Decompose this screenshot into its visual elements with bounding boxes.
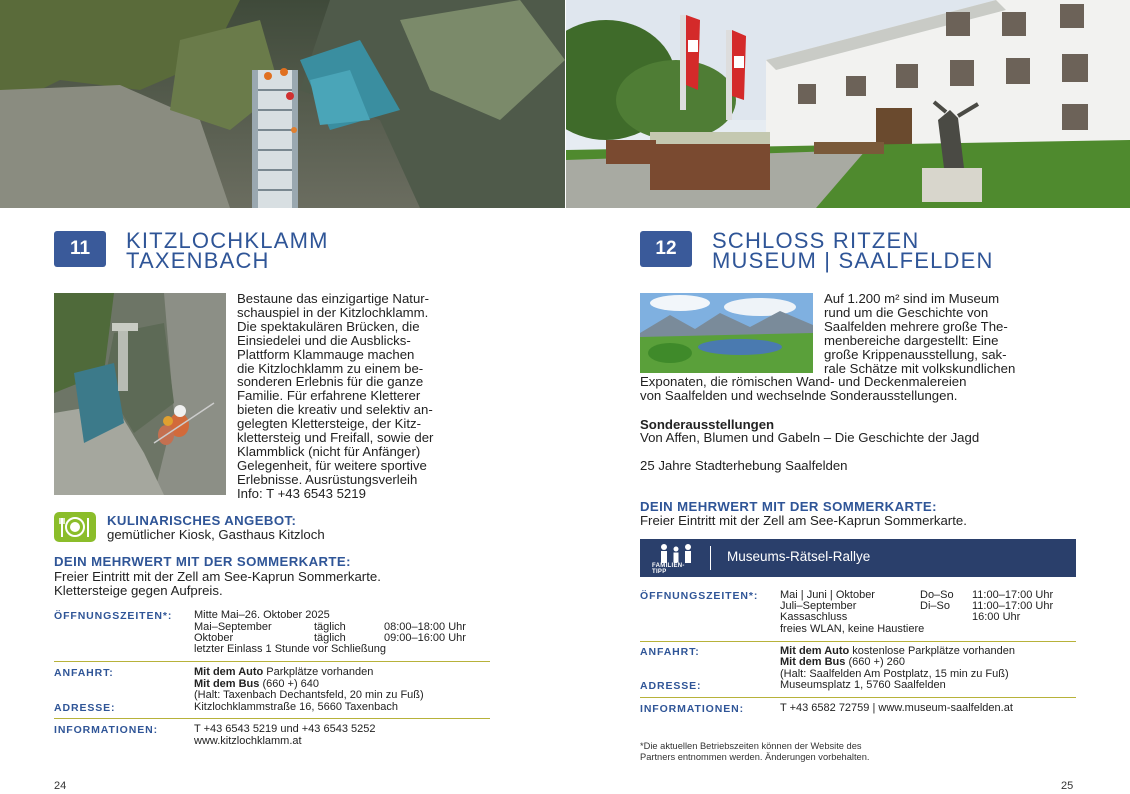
hours-time: 08:00–18:00 Uhr (384, 621, 466, 633)
description-line: Die spektakulären Brücken, die (237, 318, 420, 334)
lake-landscape-photo (640, 293, 813, 373)
description-line: rale Schätze mit volkskundlichen (824, 360, 1016, 376)
description-line: menbereiche dargestellt: Eine (824, 332, 999, 348)
hours-period: Kassaschluss (780, 611, 848, 623)
climber-photo (54, 293, 226, 495)
entry-description (237, 292, 433, 501)
adresse-text: Kitzlochklammstraße 16, 5660 Taxenbach (194, 701, 399, 713)
anfahrt-bus-text: (660 +) 260 (845, 656, 906, 668)
entry-title-line1: KITZLOCHKLAMM (126, 228, 329, 253)
hours-time: 16:00 Uhr (972, 611, 1021, 623)
benefit-line: Freier Eintritt mit der Zell am See-Kaprun Sommerkarte. (54, 569, 381, 584)
hours-days: Di–So (920, 600, 950, 612)
banner-text: Museums-Rätsel-Rallye (727, 549, 871, 564)
anfahrt-bus-label: Mit dem Bus (194, 678, 260, 690)
family-tip-label: FAMILIEN- TIPP (652, 563, 685, 575)
entry-title-line2: TAXENBACH (126, 248, 270, 273)
special-exhibition: Von Affen, Blumen und Gabeln – Die Geschichte der Jagd (640, 430, 980, 445)
info-phone: T +43 6543 5219 und +43 6543 5252 (194, 723, 376, 735)
anfahrt-bus (780, 657, 905, 669)
description-line: Plattform Klammauge machen (237, 346, 415, 362)
description-line: Gelegenheit, für weitere sportive (237, 457, 427, 473)
description-line: Erlebnisse. Ausrüstungsverleih (237, 471, 418, 487)
hours-time: 09:00–16:00 Uhr (384, 632, 466, 644)
hours-note: letzter Einlass 1 Stunde vor Schließung (194, 643, 386, 655)
footnote-line: Partners entnommen werden. Änderungen vorbehalten. (640, 752, 870, 762)
schloss-ritzen-photo (566, 0, 1130, 208)
description-line: die Kitzlochklamm zu einem be- (237, 360, 424, 376)
description-line: gelegten Klettersteige, der Kitz- (237, 416, 421, 432)
hours-label: ÖFFNUNGSZEITEN*: (54, 610, 173, 622)
description-line: Exponaten, die römischen Wand- und Deckenmalereien (640, 374, 967, 389)
description-line: rund um die Geschichte von (824, 304, 989, 320)
divider (640, 697, 1076, 698)
benefit-line: Freier Eintritt mit der Zell am See-Kaprun Sommerkarte. (640, 513, 967, 528)
divider (640, 641, 1076, 642)
entry-description (824, 292, 1015, 375)
entry-title (712, 228, 994, 273)
banner-separator (710, 546, 711, 570)
hours-period: Mai–September (194, 621, 272, 633)
culinary-heading: KULINARISCHES ANGEBOT: (107, 513, 297, 528)
hours-days: täglich (314, 632, 346, 644)
info-website[interactable]: www.kitzlochklamm.at (194, 735, 302, 747)
page-number: 24 (54, 780, 67, 792)
description-line: Auf 1.200 m² sind im Museum (824, 291, 1000, 306)
anfahrt-bus-text: (660 +) 640 (259, 678, 320, 690)
anfahrt-bus-label: Mit dem Bus (780, 656, 846, 668)
entry-number-badge: 11 (54, 231, 106, 267)
description-line: Einsiedelei und die Ausblicks- (237, 332, 411, 348)
description-line: Bestaune das einzigartige Natur- (237, 291, 430, 306)
hours-period: Juli–September (780, 600, 857, 612)
info-label: INFORMATIONEN: (640, 703, 744, 715)
entry-title-line2: MUSEUM | SAALFELDEN (712, 248, 994, 273)
anfahrt-car-label: Mit dem Auto (780, 645, 850, 657)
info-contact[interactable]: T +43 6582 72759 | www.museum-saalfelden.at (780, 702, 1013, 714)
hours-label: ÖFFNUNGSZEITEN*: (640, 590, 759, 602)
description-line: Info: T +43 6543 5219 (237, 485, 366, 501)
description-line: von Saalfelden und wechselnde Sonderausstellungen. (640, 387, 958, 403)
family-tip-banner (640, 539, 1076, 577)
anfahrt-label: ANFAHRT: (54, 667, 114, 679)
page-number: 25 (1061, 780, 1074, 792)
description-line: Klammblick (nicht für Anfänger) (237, 443, 421, 459)
hours-time: 11:00–17:00 Uhr (972, 589, 1054, 601)
cutlery-icon (54, 512, 96, 542)
hours-time: 11:00–17:00 Uhr (972, 600, 1054, 612)
entry-number-badge: 12 (640, 231, 692, 267)
divider (54, 661, 490, 662)
adresse-label: ADRESSE: (54, 702, 116, 714)
description-line: Familie. Für erfahrene Kletterer (237, 388, 421, 404)
description-line: große Krippenausstellung, sak- (824, 346, 1007, 362)
benefit-line: Klettersteige gegen Aufpreis. (54, 583, 223, 598)
description-line: Saalfelden mehrere große The- (824, 318, 1008, 334)
hours-days: Do–So (920, 589, 954, 601)
anfahrt-label: ANFAHRT: (640, 646, 700, 658)
description-line: sonderen Erlebnis für die ganze (237, 374, 424, 390)
special-exhibitions-heading: Sonderausstellungen (640, 417, 775, 432)
anfahrt-car-label: Mit dem Auto (194, 666, 264, 678)
anfahrt-car-text: kostenlose Parkplätze vorhanden (849, 645, 1015, 657)
anfahrt-car-text: Parkplätze vorhanden (263, 666, 374, 678)
anfahrt-car (194, 667, 373, 679)
description-line: bieten die kreativ und selektiv an- (237, 402, 433, 418)
adresse-text: Museumsplatz 1, 5760 Saalfelden (780, 679, 946, 691)
hours-period: Mai | Juni | Oktober (780, 589, 875, 601)
description-line: schauspiel in der Kitzlochklamm. (237, 304, 429, 320)
benefit-heading: DEIN MEHRWERT MIT DER SOMMERKARTE: (640, 499, 937, 514)
hours-season: Mitte Mai–26. Oktober 2025 (194, 609, 330, 621)
culinary-text: gemütlicher Kiosk, Gasthaus Kitzloch (107, 527, 325, 542)
benefit-heading: DEIN MEHRWERT MIT DER SOMMERKARTE: (54, 554, 351, 569)
hours-days: täglich (314, 621, 346, 633)
entry-title (126, 228, 329, 273)
gorge-bridge-photo (0, 0, 565, 208)
entry-title-line1: SCHLOSS RITZEN (712, 228, 920, 253)
hours-period: Oktober (194, 632, 234, 644)
footnote (640, 741, 869, 763)
adresse-label: ADRESSE: (640, 680, 702, 692)
entry-description-continued (640, 375, 966, 403)
special-exhibition: 25 Jahre Stadterhebung Saalfelden (640, 458, 848, 473)
divider (54, 718, 490, 719)
anfahrt-halt: (Halt: Taxenbach Dechantsfeld, 20 min zu Fuß) (194, 689, 424, 701)
info-label: INFORMATIONEN: (54, 724, 158, 736)
footnote-line: *Die aktuellen Betriebszeiten können der Website des (640, 741, 862, 751)
anfahrt-halt: (Halt: Saalfelden Am Postplatz, 15 min zu Fuß) (780, 668, 1009, 680)
hours-note: freies WLAN, keine Haustiere (780, 623, 925, 635)
description-line: klettersteig und Freifall, sowie der (237, 430, 434, 446)
